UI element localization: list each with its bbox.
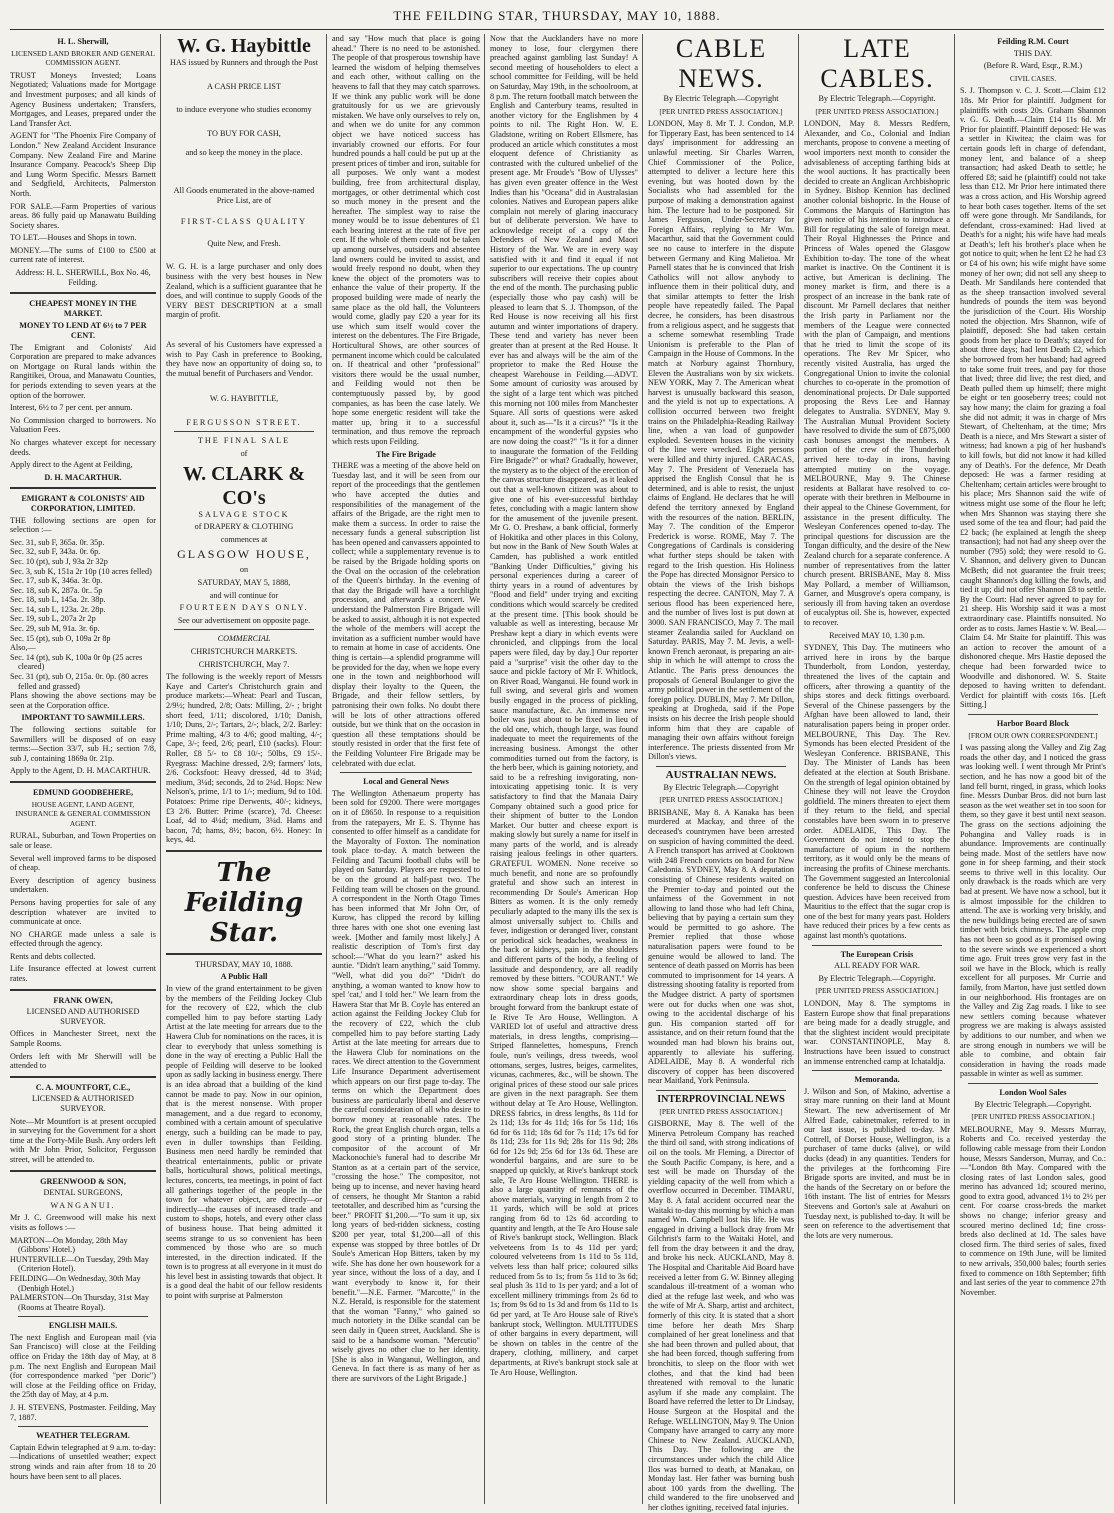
late-cables-received: Received MAY 10, 1.30 p.m. [829, 630, 925, 640]
divider [174, 431, 314, 432]
sherwill-title: LICENSED LAND BROKER AND GENERAL COMMISSION AGENT. [11, 48, 155, 68]
court-before: (Before R. Ward, Esqr., R.M.) [983, 61, 1083, 71]
local-news-body: The Wellington Athenaeum property has been sold for £9200. There were mortgages on it of £8650. In response to a requisition from the ratepayers, Mr E. S. Thynne has consented to offer himself as a candidate for the Mayoralty of Foxton. The nomination took place to-day. A match between the Feilding and Tacumi football clubs will be played on Saturday. Players are requested to be on the ground at half-past two. The Feilding team will be chosen on the ground. A correspondent in the North Otago Times has been informed that Mr John Orr, of Kurow, has clipped the record by killing three hares with one shot one evening last week. [Mother and family most likely.] A realistic description of Tom's first day school:—"What do you learn?" asked his auntie. "Didn't learn anything," said Tommy. "Well, what did you do?" "Didn't do anything, a woman wanted to know how to spel 'cat,' and I told her." We learn from the Hawera Star that Mr B. Coyle has entered an action against the Feilding Jockey Club for the recovery of £22, which the club compelled him to pay before starting Lady Artist at the late meeting for arrears due to the Hawera Club for nominations on the races. We direct attention to the Government Life Insurance Department advertisement which appears on our first page to-day. The terms on which the Department does business are particularly liberal and deserve the careful consideration of all who desire to borrow money at reasonable rates. The Rock, the great English church organ, tells a good story of a printing blunder. The compositor of the account of Mr Mackonochie's funeral had to describe Mr Stanton as at a certain part of the service, "crossing the hose." The compositor, not being up to incense, and never having heard of censers, he thought Mr Stanton a rabid teetotaller, and described him as "cursing the beer." PROFIT $1,200.—"To sum it up, six long years of bed-ridden sickness, costing $200 per year, total $1,200—all of this expense was stopped by three bottles of Dr Soule's American Hop Bitters, taken by my wife. She has done her own housework for a year since, without the loss of a day, and I want everybody to know it, for their benefit."—N.E. Farmer. "Marcotte," in the N.Z. Herald, is responsible for the statement that the woman "Fanny," who gained so much notoriety in the Dilke scandal can be seen daily in Queen street, Auckland. She is said to be a handsome woman. "Mercutio" wisely gives no other clue to her identity. [She is also in Wanganui, Wellington, and Geneva. In fact there is as many of her as there are survivors of the Light Brigade.] [332, 788, 480, 1383]
sherwill-agent: AGENT for "The Phoenix Fire Company of London." New Zealand Accident Insurance Company. New Zealand Fire and Marine Insurance Company. Peacock's Sheep Dip and Lung Worm Specific. Messrs Barnett and Sedgfield, Architects, Palmerston North. [10, 131, 156, 198]
clark-see: See our advertisement on opposite page. [177, 615, 311, 625]
sections-intro: THE following sections are open for selection :— [10, 515, 156, 535]
column-rule [326, 34, 327, 1504]
clark-heading: W. CLARK & CO's [182, 462, 306, 509]
australian-news-body: BRISBANE, May 8. A Kanaka has been murdered at Mackay, and three of the deceased's countrymen have been arrested on suspicion of having committed the deed. A French transport has arrived at Cooktown with 248 French convicts on board for New Caledonia. SYDNEY, May 8. A deputation consisting of Chinese residents waited on the Premier to-day and pointed out the unfairness of the Government in not allowing to land those who had left China, believing that by paying a certain sum they would be permitted to go ashore. The Premier replied that those whose naturalisation papers were found to be genuine would be allowed to land. The sentence of death passed on Morris has been commuted to imprisonment for 14 years. A distressing shooting fatality is reported from the Mudgee district. A party of sportsmen were out for ducks when one was shot, owing to the accidental discharge of his gun. His companion started off for assistance, and on their return found that the wounded man had blown his brains out, apparently to alleviate his suffering. ADELAIDE, May 8. A wonderful rich discovery of copper has been discovered near Maitland, York Peninsula. [648, 807, 794, 1086]
goodbehere-no-charge: NO CHARGE made unless a sale is effected through the agency. [10, 929, 156, 949]
money-lend-heading: MONEY TO LEND AT 6½ to 7 PER CENT. [19, 321, 147, 341]
masthead: THE FEILDING STAR, THURSDAY, MAY 10, 1888. [393, 8, 721, 23]
sections-plans: Plans showing the above sections may be seen at the Corporation office. [10, 691, 156, 710]
sherwill-name: H. L. Sherwill, [57, 37, 109, 46]
list-item: Sec. 18, sub L, 145a. 2r. 38p. [10, 595, 106, 605]
harbor-body: I was passing along the Valley and Zig Zag roads the other day, and I noticed the grass was looking well. I went through Mr Print's section, and he has now a good bit of the land fell burnt, ringed, in grass, which looks fine. Messrs Dunbar Bros. did not burn last season as the wet weather set in too soon for them, so they gave it best until next season. The grass on the sections adjoining the Pohangina and Valley roads is in abundance. Improvements are continually being made. Most of the settlers have now gone in for sheep farming, and their stock seems to thrive well in this locality. Our only drawback is the roads which are very bad at present. We have now a school, but it is almost impossible for the children to attend. The axe is working very briskly, and the new buildings being erected are of sawn timber with brick chimneys. The apple crop has not been so good as it promised owing to the severe winds we experienced a short time ago. Fruit trees grow very fast in the soil we have in the Block, which is really excellent for all purposes. Mr Currie and family, from Marton, have just settled down in our neighborhood. His frontages are on the Valley and Zig Zag roads. I like to see new settlers coming because whatever progress we are making is always assisted by additions to our number, and when we are strong enough in numbers we will be able to combine, and obtain fair consideration in having the roads made passable in winter as well as summer. [960, 743, 1106, 1079]
divider [166, 953, 322, 955]
column-2 [166, 34, 322, 1504]
list-item: FEILDING—On Wednesday, 30th May (Denbigh Hotel.) [10, 1273, 141, 1293]
sections-list [10, 538, 156, 692]
list-item: HUNTERVILLE—On Tuesday, 29th May (Criterion Hotel). [10, 1254, 149, 1274]
divider [166, 850, 322, 852]
list-item: PALMERSTON—On Thursday, 31st May (Rooms at Theatre Royal). [10, 1293, 149, 1312]
wool-byline: By Electric Telegraph.—Copyright. [974, 1099, 1092, 1109]
mails-heading: ENGLISH MAILS. [48, 1321, 118, 1331]
divider [340, 772, 472, 773]
late-cables-assoc: [PER UNITED PRESS ASSOCIATION.] [815, 106, 939, 116]
sawmillers-apply: Apply to the Agent, D. H. MACARTHUR. [10, 766, 151, 776]
clark-saturday: SATURDAY, MAY 5, 1888, [197, 578, 291, 588]
cable-news-byline: By Electric Telegraph.—Copyright [663, 94, 779, 103]
cable-news-body: LONDON, May 8. Mr T. J. Condon, M.P. for Tipperary East, has been sentenced to 14 days' imprisonment for addressing an unlawful meeting. Sir Charles Warren, Chief Commissioner of the Police, attempted to deliver a lecture here this evening, but was hooted down by the Socialists who had assembled for the purpose of making a demonstration against him. The lecture had to be postponed. Sir James Fergusson, Under-Secretary for Foreign Affairs, replying to Mr Wm. Macarthur, said that the Government could see no cause to interfere in the dispute between Germany and King Malietoa. Mr Parnell states that he is convinced that Irish Catholics will not allow anybody to influence them in their political duty, and that similar attempts to fetter the Irish people have repeatedly failed. The Papal decree, he considers, has been disastrous from a religious aspect, and he suggests that a scheme somewhat resembling Trade Unionism is preferable to the Plan of Campaign in the House of Commons. In the match at Norbury against Thornbury, Eleven the Australians won by six wickets. NEW YORK, May 7. The American wheat harvest is unusually backward this season, and the yield is not up to expectations. A collision occurred between two freight trains on the Philadelphia-Reading Railway line, when a van load of gunpowder exploded. Seventeen houses in the vicinity of the line were wrecked. Eight persons were killed and thirty injured. CARACAS, May 7. The President of Venezuela has apprised the English Consul that he is determined, and is able to resist, the unjust claims of England. He declares that he will defend the territory annexed by England with the resources of the nation. BERLIN, May 7. The condition of the Emperor Frederick is worse. ROME, May 7. The Congregations of Cardinals is considering what further steps should be taken with regard to the Irish question. His Holiness the Pope has directed Monsignor Persico to obtain the views of the Irish bishops respecting the decree. CANTON, May 7. A serious flood has been experienced here, and the number of lives lost is put down at 3000. SAN FRANCISCO, May 7. The mail steamer Zealandia sailed for Auckland on Saturday. PARIS, May 7. M. Jevis, a well-known French aeronaut, is preparing an air-ship in which he will attempt to cross the Atlantic. The Paris press denounces the proposals of General Boulanger to give the army political power in the settlement of the foreign policy. DUBLIN, May 7. Mr Dillon, speaking at Drogheda, said if the Pope insists on his decree the Irish people should inform him that they are capable of managing their own affairs without foreign interference. The priests dissented from Mr Dillon's views. [648, 119, 794, 762]
memoranda-heading: Memoranda. [854, 1075, 900, 1085]
list-item: Also,— [10, 643, 36, 653]
weather-body: Captain Edwin telegraphed at 9 a.m. to-day:—Indications of unsettled weather; expect strong winds and rain after from 18 to 20 hours have been sent to all places. [10, 1442, 156, 1481]
divider [812, 945, 942, 946]
european-crisis-sub: ALL READY FOR WAR. [834, 961, 920, 971]
european-crisis-byline: By Electric Telegraph.—Copyright. [818, 973, 936, 983]
european-crisis-body: LONDON, May 8. The symptoms in Eastern Europe show that final preparations are being made for a deadly struggle, and that the slightest incident would precipitate war. CONSTANTINOPLE, May 8. Instructions have been issued to construct an immense entrenched camp at Ichataldja. [804, 999, 950, 1066]
list-item: Sec. 15 (pt), sub O, 109a 2r 8p [10, 633, 111, 643]
sawmillers-heading: IMPORTANT TO SAWMILLERS. [21, 713, 145, 723]
clark-final: THE FINAL SALE [197, 436, 291, 446]
goodbehere-life: Life Insurance effected at lowest current rates. [10, 964, 156, 984]
sawmillers-body: The following sections suitable for Sawmillers will be disposed of on easy terms:—Section 33/7, sub H.; section 7/8, sub J, containing 1869a 0r. 21p. [10, 725, 156, 763]
wool-body: MELBOURNE, May 9. Messrs Murray, Roberts and Co. received yesterday the following cable message from their London house, Messrs Sanderson, Murray, and Co.:—"London 8th May. Compared with the closing rates of last London sales, good merino has advanced 1d; scoured merino, good to extra good, advanced 1½ to 2½ per cent. For coarse cross-breds the market shows no change; inferior greasy and scoured merino declined 1d; fine cross-breds also declined at 1d. The sales have closed firm. The third series of sales, fixed to commence on 19th June, will be limited to new arrivals, 350,000 bales; fourth series fixed to commence on 18th September; fifth and last series of the year to commence 27th November. [960, 1124, 1106, 1297]
column-1 [10, 34, 156, 1504]
column-5 [648, 34, 795, 1512]
cable-news-heading: CABLE NEWS. [675, 34, 767, 93]
public-hall-continued: and say "How much that place is going ahead." There is no need to be astonished. The people of that prosperous township have learned the wisdom of helping themselves and each other, without calling on the heavens to fall that they may catch sparrows. If we think any public work will be done gratuitously for us we are grievously mistaken. We have only ourselves to rely on, and when we do unite for any common object we have noticed success has invariably crowned our efforts. For four hundred pounds a hall could be put up at the present prices of timber and iron, suitable for all purposes. We only want a modest building, free from architectural display, mortgages, or other detrimental which cost so much money in the present and the hereafter. The simplest way to raise the money would be to issue debentures of £1 each bearing interest at the rate of five per cent. If the whole of them could not be taken up among ourselves, outsiders and absentee land owners could be invited to assist, and would freely respond no doubt, when they knew the object of the promoters was to enhance the value of their property. If the proposed building were made of nearly the same place as the old hall, the Volunteers would come, gladly pay £20 a year for its use which sum itself would cover the interest on the debentures. The Fire Brigade, Horticultural Shows, are other sources of permanent income which could be calculated on. If theatrical and other "professional" visitors there would be the usual number, and Feilding would not then be contemptuously passed by, by good companies, as has been the case lately. We hope some energetic resident will take the matter up, bring it to a successful termination, and thus remove the reproach which rests upon Feilding. [332, 34, 480, 446]
clark-drapery: of DRAPERY & CLOTHING [194, 522, 294, 532]
goodbehere-improved: Several well improved farms to be disposed of cheap. [10, 853, 156, 873]
list-item: Sec. 10 (pt), sub J, 93a 2r 32p [10, 556, 108, 566]
harbor-heading: Harbor Board Block [996, 718, 1070, 728]
clark-fourteen: FOURTEEN DAYS ONLY. [179, 603, 309, 613]
greenwood-body: Mr J. C. Greenwood will make his next visits as follows :— [10, 1213, 156, 1232]
goodbehere-title: HOUSE AGENT, LAND AGENT, INSURANCE & GENERAL COMMISSION AGENT. [15, 799, 151, 828]
goodbehere-rents: Rents and debts collected. [10, 951, 96, 961]
macarthur-sign: D. H. MACARTHUR. [44, 472, 122, 482]
sherwill-for-sale: FOR SALE.—Farm Properties of various areas. 86 fully paid up Manawatu Building Society shares. [10, 201, 156, 230]
goodbehere-name: EDMUND GOODBEHERE, [32, 787, 134, 797]
interprovincial-news-assoc: [PER UNITED PRESS ASSOCIATION.] [659, 1106, 783, 1116]
goodbehere-agency: Every description of agency business undertaken. [10, 875, 156, 895]
owen-office: Offices in Manchester Street, next the Sample Rooms. [10, 1029, 156, 1049]
list-item: Sec. 14 (pt), sub K, 100a 0r 0p (25 acres cleared) [10, 652, 143, 672]
memoranda-body: J. Wilson and Son, of Makino, advertise a stray mare running on their land at Mount Stewart. The new advertisement of Mr Alfred Eade, cabinetmaker, referred to in our last issue, is published to-day. Mr Cottrell, of Dorset House, Wellington, is a purchaser of tame ducks (alive), or wild ducks (dead) in any quantities. Tenders for the privileges at the forthcoming Fire Brigade sports are invited, and must be in the hands of the Secretary on or before the 16th instant. The list of entries for Messrs Steevens and Gorton's sale at Awahuri on Tuesday next, is published to-day. It will be seen on reference to the advertisement that the lots are very numerous. [804, 1086, 950, 1240]
owen-orders: Orders left with Mr Sherwill will be attended to [10, 1051, 156, 1071]
sherwill-body: TRUST Moneys Invested; Loans Negotiated; Valuations made for Mortgage and Investment purposes; and all kinds of Agency Business undertaken; Transfers, Mortgages, and Leases, prepared under the Land Transfer Act. [10, 70, 156, 128]
list-item: MARTON—On Monday, 28th May (Gibbons' Hotel.) [10, 1235, 128, 1255]
feilding-star-date: THURSDAY, MAY 10, 1888. [195, 959, 293, 969]
goodbehere-rural: RURAL, Suburban, and Town Properties on sale or lease. [10, 831, 156, 850]
divider [10, 1076, 156, 1078]
greenwood-sub: DENTAL SURGEONS, [43, 1188, 123, 1198]
goodbehere-persons: Persons having properties for sale of any description whatever are invited to communicate at once. [10, 897, 156, 927]
court-body: S. J. Thompson v. C. J. Scott.—Claim £12 18s. Mr Prior for plaintiff. Judgment for plaintiffs with costs 20s. Graham Shannon v. G. G. Death.—Claim £14 11s 6d. Mr Prior for plaintiff. Plaintiff deposed: He was a settler in Kiwitea; the claim was for certain goods left in charge of defendant, money lent, and balance of a sheep transaction; had asked Death to settle; he offered £8; said he (plaintiff) could not take less than £12. Mr Prior here intimated there was a cross action, and His Worship agreed to hear both cases together. Items of the set off were gone through. Mr Sandilands, for defendant, cross-examined: Had lived at Death's for a night; his wife have had meals at Death's; left his brother's place when he got notice to quit; when he lent £2 he had £3 or £4 of his own; his wife might have some money of her own; did not sell any sheep to Death. Mr Sandilands here contended that as the sheep transaction involved several hundreds of pounds the item was beyond the jurisdiction of the Court. His Worship noted the objection. Mrs Shannon, wife of plaintiff, deposed: She had taken certain goods from her place to Death's; stayed for about three days; had lent Death £2, which she borrowed from her husband; had agreed to take some fruit trees, and pay for those that lived; three did live; the rest died, and Death pulled them up himself; there might be eight or ten gooseberry trees; could not say how many; the claim for grazing a foal she did not admit; it was in charge of Mrs Stewart, of Cheltenham, at the time; Mrs Death is a niece, and Mrs Stewart a sister of witness; had known a pig of her husband's to kill fowls, but did not know it had killed any of Death's. For the defence, Mr Death deposed: He was a farmer residing at Cheltenham; certain articles were brought to his place; Mrs Shannon said the wife of witness might use some of the flour he left; when Mrs Shannon was staying there she used some of the tea and flour; had paid the £2 back; (he explained at length the sheep transaction); had not had any sheep over the number (795) sold; they were resold to G. V. Shannon, and delivery given to Duncan McBeth; did not guarantee the fruit trees; caught Shannon's dog killing the fowls, and tied it up; did not offer Shannon £8 to settle. By the Court: Had never agreed to pay for 21 sheep. His Worship said it was a most extraordinary case. Plaintiffs nonsuited. No order as to costs. James Hastie v. W. Beal.—Claim £4. Mr Staite for plaintiff. This was an action to recover the amount of a dishonored cheque. Mrs Hastie deposed the cheque had been forwarded twice to Woodville and dishonored. W. S. Staite deposed to having written to defendant. Verdict for plaintiff with costs 16s. [Left Sitting.] [960, 86, 1106, 710]
haybittle-keep: and so keep the money in the place. [185, 148, 303, 158]
list-item: Sec. 19, sub L, 207a 2r 2p [10, 614, 96, 624]
cable-news-assoc: [PER UNITED PRESS ASSOCIATION.] [659, 106, 783, 116]
list-item: Sec. 31 (pt), sub O, 215a. 0r. 0p. (80 acres felled and grassed) [10, 672, 149, 691]
haybittle-body: W. G. H. is a large purchaser and only does business with the very best houses in New Zealand, which is a sufficient guarantee that he does, and will continue to supply Goods of the VERY BEST DESCRIPTION at a small margin of profit. [166, 262, 322, 320]
column-6 [804, 34, 950, 1504]
owen-name: FRANK OWEN, [53, 995, 113, 1005]
haybittle-goods: All Goods enumerated in the above-named Price List, are of [173, 185, 315, 205]
mountfort-note: Note—Mr Mountfort is at present occupied in surveying for the Government for a short time at the Forty-Mile Bush. Any orders left with Mr John Prior, Solicitor, Fergusson street, will be attended to. [10, 1116, 156, 1164]
fire-brigade-body: THERE was a meeting of the above held on Tuesday last, and it will be seen from our report of the proceedings that the gentlemen who have accepted the duties and responsibilities of the management of the affairs of the Brigade, are the right men to make them a success. In order to raise the necessary funds a general subscription list has been opened and canvassers appointed to collect; while a supplementary revenue is to be raised by the Brigade holding sports on the Oval on the occasion of the celebration of the Queen's birthday. In the evening of that day the Brigade will have a torchlight procession, and afterwards a concert. We understand the Palmerston Fire Brigade will be asked to assist, although it is not expected the whole of the members will accept the invitation as a sufficient number would have to remain at home in case of accidents. One thing is certain—a splendid programme will be provided for the day, when we hope every one in the town and neighborhood will display their loyalty to the Queen, the Brigade, and their fellow settlers, by patronising their own folks. No doubt there will be lots of other attractions offered outside, but we think that on the occasion in question all these temptations should be stoutly resisted in order that the first fete of the Feilding Volunteer Fire Brigade may be celebrated with due eclat. [332, 461, 480, 768]
late-cables-heading: LATE CABLES. [820, 34, 934, 93]
court-civil: CIVIL CASES. [1009, 73, 1057, 83]
european-crisis-heading: The European Crisis [840, 949, 914, 959]
feilding-star-title: The Feilding Star. [184, 857, 304, 948]
sherwill-money: MONEY.—The sums of £100 to £500 at current rate of interest. [10, 245, 156, 265]
interprovincial-news-body: GISBORNE, May 8. The well of the Minerva Petroleum Company has reached the third oil sand, with strong indications of oil on the tools. Mr Fleming, a Director of the South Pacific Company, is here, and a test will be made on Thursday of the yielding capacity of the well from which a overflow occurred in December. TIMARU, May 8. A fatal accident occurred near the Waitaki to-day this morning by which a man named Wm. Campbell lost his life. He was engaged in driving a bullock dray from Mr Gilchrist's farm to the Waitaki Hotel, and fell from the dray between it and the dray, and broke his neck. AUCKLAND, May 8. The Hospital and Charitable Aid Board have received a letter from G. W. Binney alleging scandalous ill-treatment of a woman who died at the refuge last week, and who was the wife of Mr A. Sharp, artist and architect, formerly of this city. It is stated that a short time before her death Mrs Sharp complained of her great loneliness and that she had been thrown and pulled about, that she had been forced, though suffering from bronchitis, to sleep on the floor with wet clothes, and that the kind had been threatened with removal to the lunatic asylum if she made any complaint. The Board have referred the letter to Dr Lindsay, House Surgeon at the Hospital and the Refuge. WELLINGTON, May 9. The Union Company have arranged to carry any more Chinese to New Zealand. AUCKLAND, This Day. The following are the circumstances under which the child Alice Ilos was burned to death, at Manakau, on Monday last. Her father was burning bush about 100 yards from the dwelling. The child wandered to the fire unobserved and her clothes igniting, received fatal injuries. [648, 1119, 795, 1512]
australian-news-heading: AUSTRALIAN NEWS. [665, 768, 777, 781]
mountfort-name: C. A. MOUNTFORT, C.E., [35, 1082, 131, 1092]
mails-sign: J. H. STEVENS, Postmaster. Feilding, May 7, 1887. [10, 1403, 156, 1422]
column-rule [160, 34, 161, 1504]
late-cables-body: LONDON, May 8. Messrs Redfern, Alexander, and Co., Colonial and Indian merchants, propose to convene a meeting of wool importers next month to consider the advisableness of accepting farthing bids at the wool auctions. It has practically been decided to create an Anglican Archbishopric in Sydney. Bishop Kennion has declined another colonial bishopric. In the House of Commons the Marquis of Hartington has given notice of his intention to introduce a Bill for regulating the sale of foreign meat. Their Royal Highnesses the Prince and Princess of Wales opened the Glasgow Exhibition to-day. The tone of the wheat market is inactive. On the Continent it is active, but American is declining. The money market is firm, and there is a prospect of an increase in the bank rate of discount. Mr Parnell declares that neither the Irish party in Parliament nor the members of the League were connected with the plan of Campaign, and mentions that he tried to limit the scope of its operations. The Rev Mr Spicer, who recently visited Australia, has urged the Congregational Union to invite the colonial churches to co-operate in the promotion of denominational projects. Dr Dale supported proposing the Revs Lee and Hannay delegates to Australia. SYDNEY, May 9. The Australian Mutual Provident Society have resolved to divide the sum of £875,000 cash bonuses amongst the members. A portion of the crew of the Thunderbolt arrived here to-day in irons, having attempted mutiny on the voyage. MELBOURNE, May 9. The Chinese residents at Ballarat have resolved to co-operate with their brethren in Melbourne in their appeal to the Chinese Government, for assistance in the present difficulty. The Wesleyan Conferences opened to-day. The principal questions for discussion are the Tongan difficulty, and the desire of the New Zealand church for a separate conference. A number of representatives from the latter church present. BRISBANE, May 8. Miss May Pollard, a member of Williamson, Garner, and Musgrove's opera company, is seriously ill from having taken an overdose of eucalyptus oil. She is, however, expected to recover. [804, 119, 950, 628]
haybittle-cash-list: A CASH PRICE LIST [207, 81, 281, 91]
greenwood-town: WANGANUI. [50, 1200, 116, 1210]
haybittle-new: Quite New, and Fresh. [207, 238, 281, 248]
divider [10, 292, 156, 294]
haybittle-sign-2: FERGUSSON STREET. [186, 417, 302, 427]
clark-on: on [239, 565, 249, 575]
emigrant-apply: Apply direct to the Agent at Feilding, [10, 460, 133, 470]
list-item: Sec. 29, sub M, 91a. 3r. 6p. [10, 624, 100, 634]
mountfort-title: LICENSED & AUTHORISED SURVEYOR. [32, 1094, 134, 1113]
commercial-heading: COMMERCIAL [217, 634, 271, 644]
emigrant-body: The Emigrant and Colonists' Aid Corporation are prepared to make advances on Mortgage on Rural lands within the Rangitikei, Oroua, and Manawatu Counties, for periods extending to seven years at the option of the borrower. [10, 342, 156, 400]
haybittle-issued: HAS issued by Runners and through the Post [169, 58, 319, 67]
emigrant-no-commission: No Commission charged to borrowers. No Valuation Fees. [10, 415, 156, 435]
wool-assoc: [PER UNITED PRESS ASSOCIATION.] [971, 1112, 1095, 1122]
court-day: THIS DAY. [1013, 48, 1053, 58]
list-item: Sec. 14, sub L, 123a. 2r. 28p. [10, 604, 106, 614]
list-item: Sec. 32, sub F, 343a. 0r. 6p. [10, 547, 101, 557]
divider [10, 487, 156, 489]
eca-heading: EMIGRANT & COLONISTS' AID CORPORATION, LIMITED. [21, 494, 145, 513]
local-news-heading: Local and General News [363, 777, 449, 787]
mails-body: The next English and European mail (via San Francisco) will close at the Feilding office on Friday the 18th day of May, at 8 p.m. The next English and European Mail (for correspondence marked "per Doric") will close at the Feilding office on Friday, the 25th day of May, at 4 p.m. [10, 1332, 156, 1400]
top-rule [10, 29, 1104, 30]
divider [174, 629, 314, 630]
haybittle-customers: As several of his Customers have expressed a wish to Pay Cash in preference to Booking, they have now an opportunity of doing so, to the mutual benefit of Purchasers and Vendor. [166, 339, 322, 378]
column-7 [960, 34, 1106, 1504]
weather-heading: WEATHER TELEGRAM. [36, 1431, 130, 1441]
divider [656, 766, 786, 767]
divider [10, 1170, 156, 1172]
haybittle-buy: TO BUY FOR CASH, [207, 128, 281, 138]
fire-brigade-heading: The Fire Brigade [376, 449, 436, 459]
interprovincial-news-heading: INTERPROVINCIAL NEWS [657, 1093, 785, 1105]
divider [18, 1316, 148, 1317]
markets-body: The following is the weekly report of Messrs Kaye and Carter's Christchurch grain and produce markets:—Wheat: Pearl and Tuscan, 2/9½; hundred, 2/8; Oats: Milling, 2/- ; bright short feed, 1/11; discolored, 1/10; Danish, 1/10; Duns, 2/-; Tartars, 2/-; black, 2/2. Barley: Prime malting, 4/3 to 4/6; good malting, 4/-; Cape, 3/-; feed, 2/6; pearl, £10 (sacks). Flour: Roller, £8 5/- to £8 10/-; 50lbs, £9 15/-. Ryegrass: Machine dressed, 2/9; farmers' lots, 2/6. Cocksfoot: Heavy dressed, 4d to 3¼d; medium, 3¼d; seconds, 2d to 2¼d. Hops: New Nelson's, prime, 1/1 to 1/-; medium, 9d to 10d. Potatoes: Prime ripe Derwents, 40/-; kidneys, £3 2/6. Butter: Prime (scarce), 7d. Cheese: Loaf, 4d to 4¼d; medium, 3¼d. Hams and bacon, 7d; hams, 8½; bacon, 6½. Honey: In keys, 4d. [166, 672, 322, 845]
clark-salvage: SALVAGE STOCK [198, 509, 290, 519]
late-cables-body-2: SYDNEY, This Day. The mutineers who arrived here in irons by the barque Thunderbolt, from London, yesterday, threatened the lives of the captain and officers, after throwing a quantity of the ships stores and deck fittings overboard. Several of the Chinese passengers by the Afghan have been allowed to land, their naturalisation papers being in proper order. MELBOURNE, This Day. The Rev. Symonds has been elected President of the Wesleyan Conference. BRISBANE, This Day. The Minister of Lands has been defeated at the election at South Brisbane. On the strength of legal opinion obtained by Chinese they will not leave the Croydon goldfield. The miners threaten to eject them if they return to the field, and special constables have been sworn in to preserve order. ADELAIDE, This Day. The Government do not intend to stop the manufacture of opium in the northern territory, as it would only be the means of increasing the profits of Chinese merchants. The Government suggested an Intercolonial conference be held to discuss the Chinese question. Advices have been received from Mauritius to the effect that the sugar crop is one of the best for many years past. Holders have reduced their prices by a few cents as against last month's quotations. [804, 643, 950, 941]
column-rule [798, 34, 799, 1504]
emigrant-interest: Interest, 6½ to 7 per cent. per annum. [10, 403, 133, 413]
divider [10, 781, 156, 783]
haybittle-sign-1: W. G. HAYBITTLE, [209, 394, 279, 404]
haybittle-induce: to induce everyone who studies economy [176, 105, 312, 115]
owen-title: LICENSED AND AUTHORISED SURVEYOR. [26, 1007, 140, 1026]
wool-heading: London Wool Sales [999, 1087, 1067, 1097]
clark-continue: and will continue for [209, 590, 279, 600]
court-heading: Feilding R.M. Court [997, 37, 1069, 46]
sherwill-address: Address: H. L. SHERWILL, Box No. 46, Feilding. [15, 268, 151, 287]
divider [812, 1070, 942, 1071]
divider [968, 1083, 1098, 1084]
local-news-continued: Now that the Aucklanders have no more money to lose, four clergymen there preached against gambling last Sunday! A second meeting of householders to elect a school committee for Feilding, will be held on Saturday, May 19th, in the schoolroom, at 8 p.m. The return football match between the English and Canterbury teams, resulted in another victory for the Englishmen by 4 points to nil. The Right Hon. W. E. Gladstone, writing on Robert Ellsmere, has produced an article which constitutes a most eloquent defence of Christianity as contrasted with the cultured unbelief of the present age. Mr Froude's "Bow of Ulysses" has given even greater offence in the West Indies than his "Oceana" did in Australasian colonies. Natives and European papers alike complain not merely of glaring inaccuracy but of deliberate perversion. We have to acknowledge receipt of a copy of the Defenders of New Zealand and Maori History of the War. We are in every way satisfied with it and find it equal if not superior to our expectations. The up country subscribers will receive their copies about the end of the month. The purchasing public (especially those who pay cash) will be pleased to learn that S. J. Thompson, of the Red House is now receiving all his first autumn and winter importations of drapery. These tend and variety has never been greater than at present at the Red House. It ever has and always will be the aim of the proprietor to make the Red House the cheapest Warehouse in Feilding.—ADVT. Some amount of curiosity was aroused by the sight of a large tent which was pitched this morning not 100 miles from Manchester Square. All sorts of questions were asked about it, such as—"Is it a circus?" "Is it the encampment of the wonderful gypsies who are now doing the coast?" "Is it for a dinner to inaugurate the formation of the Feilding Fire Brigade?" or what? Gradually, however, the mystery as to the object of the erection of the canvas structure disappeared, as it leaked out that a well-known citizen was about to give one of his ever-successful birthday fetes, concluding with a magic lantern show for the amusement of the juvenile present. Mr G. O. Preshaw, a bank official, formerly of Hokitika and other places in this Colony, but now in the Bank of New South Wales at Camden, has published a work entitled "Banking Under Difficulties," giving his personal experiences during a career of thirty years in a round of adventures by "flood and field" under trying and exciting conditions which would scarcely be credited at the present time. [This book should be valuable as well as interesting, because Mr Preshaw kept a diary in which events were chronicled, and clippings from the local papers were filed, day by day.] Our reporter paid a "surprise" visit the other day to the sauce and pickle factory of Mr F. Whitlock, on River Road, Wanganui. He found work in full swing, and several girls and women busily engaged in the process of pickling, sauce manufacture, &c. An immense new boiler was just about to be fixed in lieu of the old one, which, though large, was found inadequate to meet the requirements of the increasing business. Amongst the other commodities turned out from the factory, is the herb beer, which is gaining notoriety, and said to be a refreshing invigorating, non-intoxicating appetising tonic. It is very satisfactory to find that the Manaia Dairy Company obtained such a good price for their shipment of butter to the London Market. Our butter and cheese export is making slowly but surely a name for itself in many parts of the world, and is already raising jealous feelings in other quarters. GRATEFUL WOMEN. None receive so much benefit, and none are so profoundly grateful and show such an interest in recommending Dr Soule's American Hop Bitters as women. It is the only remedy peculiarly adapted to the many ills the sex is almost universally subject to. Chills and fever, indigestion or deranged liver, constant or periodical sick headaches, weakness in the back or kidneys, pain in the shoulders and different parts of the body, a feeling of lassitude and despondency, are all readily removed by these bitters. "COURANT." We now show some special bargains and extraordinary cheap lots in dress goods, brought forward from the bankrupt estate of Ie Rive Te Aro House, Wellington. A VARIED lot of useful and attractive dress materials, in dress lengths, comprising—Striped flannelettes, homespuns, French foule, nun's veilings, dress tweeds, wool ottomans, serges, lustres, beiges, carmelites, vicunas, cachmeres, &c., will be shown. The original prices of these stood our sale prices are given in the next paragraph. See them without delay at Te Aro House, Wellington. DRESS fabrics, in dress lengths, 8s 11d for 2s 11d; 13s for 4s 11d; 16s for 5s 11d; 16s 6d for 6s 11d; 18s 6d for 7s 11d; 17s 6d for 8s 11d; 23s for 11s 9d; 28s for 11s 9d; 28s 6d for 12s 9d; 25s 6d for 13s 6d. These are wonderful bargains, and are sure to be snapped up quickly, at Rive's bankrupt stock sale, Te Aro House Wellington. THERE is also a large quantity of remnants of the above materials, varying in length from 2 to 11 yards, which will be sold at prices ranging from 6d to 12s 6d according to quantity and length, at the Te Aro House sale of Rive's bankrupt stock, Wellington. Black velveteens from 1s to 4s 11d per yard; coloured velveteens from 1s 11d to 5s 11d, velvets less than half price; coloured silks reduced from 5s to 1s; from 5s 11d to 3s 6d; seal plush 3s 11d to 1s per yard; and a lot of excellent millinery trimmings from 2s 6d to 1s; from 9s 6d to 1s 3d and from 6s 11d to 1s 6d per yard, at Te Aro House sale of Rive's bankrupt stock, Wellington. MULTITUDES of other bargains in every department, will be shown on tables in the centre of the drapery, clothing, millinery, and carpet departments, at Rive's bankrupt stock sale at Te Aro House, Wellington. [490, 34, 639, 1377]
cheap-money-heading: CHEAPEST MONEY IN THE MARKET. [29, 299, 137, 318]
column-rule [484, 34, 485, 1504]
markets-heading: CHRISTCHURCH MARKETS. [190, 647, 298, 656]
column-rule [954, 34, 955, 1504]
divider [10, 989, 156, 991]
clark-glasgow: GLASGOW HOUSE, [177, 547, 311, 562]
list-item: Sec. 18, sub K, 287a. 0r.. 5p [10, 585, 103, 595]
clark-commences: commences at [220, 534, 268, 544]
markets-date: CHRISTCHURCH, May 7. [198, 659, 290, 669]
divider [968, 714, 1098, 715]
haybittle-fcq: FIRST-CLASS QUALITY [180, 217, 308, 227]
sherwill-to-let: TO LET.—Houses and Shops in town. [10, 233, 137, 243]
clark-of: of [240, 449, 248, 459]
column-3 [332, 34, 480, 1504]
divider [18, 1426, 148, 1427]
emigrant-no-charges: No charges whatever except for necessary deeds. [10, 437, 156, 457]
greenwood-name: GREENWOOD & SON, [40, 1176, 126, 1186]
greenwood-visits [10, 1236, 156, 1313]
list-item: Sec. 17, sub K, 346a. 3r. 0p. [10, 576, 103, 586]
column-4 [490, 34, 638, 1504]
australian-news-byline: By Electric Telegraph.—Copyright [663, 782, 779, 792]
australian-news-assoc: [PER UNITED PRESS ASSOCIATION.] [659, 795, 783, 805]
column-rule [642, 34, 643, 1504]
harbor-sub: [FROM OUR OWN CORRESPONDENT.] [968, 730, 1098, 740]
european-crisis-assoc: [PER UNITED PRESS ASSOCIATION.] [815, 986, 939, 996]
public-hall-body: In view of the grand entertainment to be given by the members of the Feilding Jockey Club for the recovery of £22, which the club compelled him to pay before starting Lady Artist at the late meeting for arrears due to the Hawera Club for nominations on the races, it is clear to everybody that unless something is done in the way of erecting a Public Hall the people of Feilding will deserve to be looked upon as sadly lacking in business energy. There is an idea abroad that a building of the kind cannot be made to pay. Now in our opinion, that is the merest nonsense. With proper management, and a due regard to economy, combined with a certain amount of speculative energy, such a building can be made to pay, even in duller townships than Feilding. Business men need hardly be reminded that theatrical entertainments, public or private balls, horticultural shows, political meetings, lectures, concerts, tea meetings, in point of fact all gatherings together of the people in the town for whatever object, are directly—or indirectly—the causes of increased trade and custom to shops, hotels, and every other class of business house. That being admitted it seems strange to us so convenient has been commenced by those who are so much interested, in the direction indicated. If the town is to progress at all everyone in it must do his level best in assisting towards that object. It is a good deal the habit of our fellow residents to point with surprise at Palmerston [166, 984, 322, 1301]
public-hall-heading: A Public Hall [220, 972, 268, 982]
haybittle-heading: W. G. Haybittle [177, 35, 311, 57]
list-item: Sec. 31, sub F, 365a. 0r. 35p. [10, 537, 105, 547]
list-item: Sec. 3, sub K, 151a 2r 10p (10 acres felled) [10, 566, 152, 576]
late-cables-byline: By Electric Telegraph.—Copyright. [818, 94, 936, 103]
divider [656, 1090, 786, 1091]
